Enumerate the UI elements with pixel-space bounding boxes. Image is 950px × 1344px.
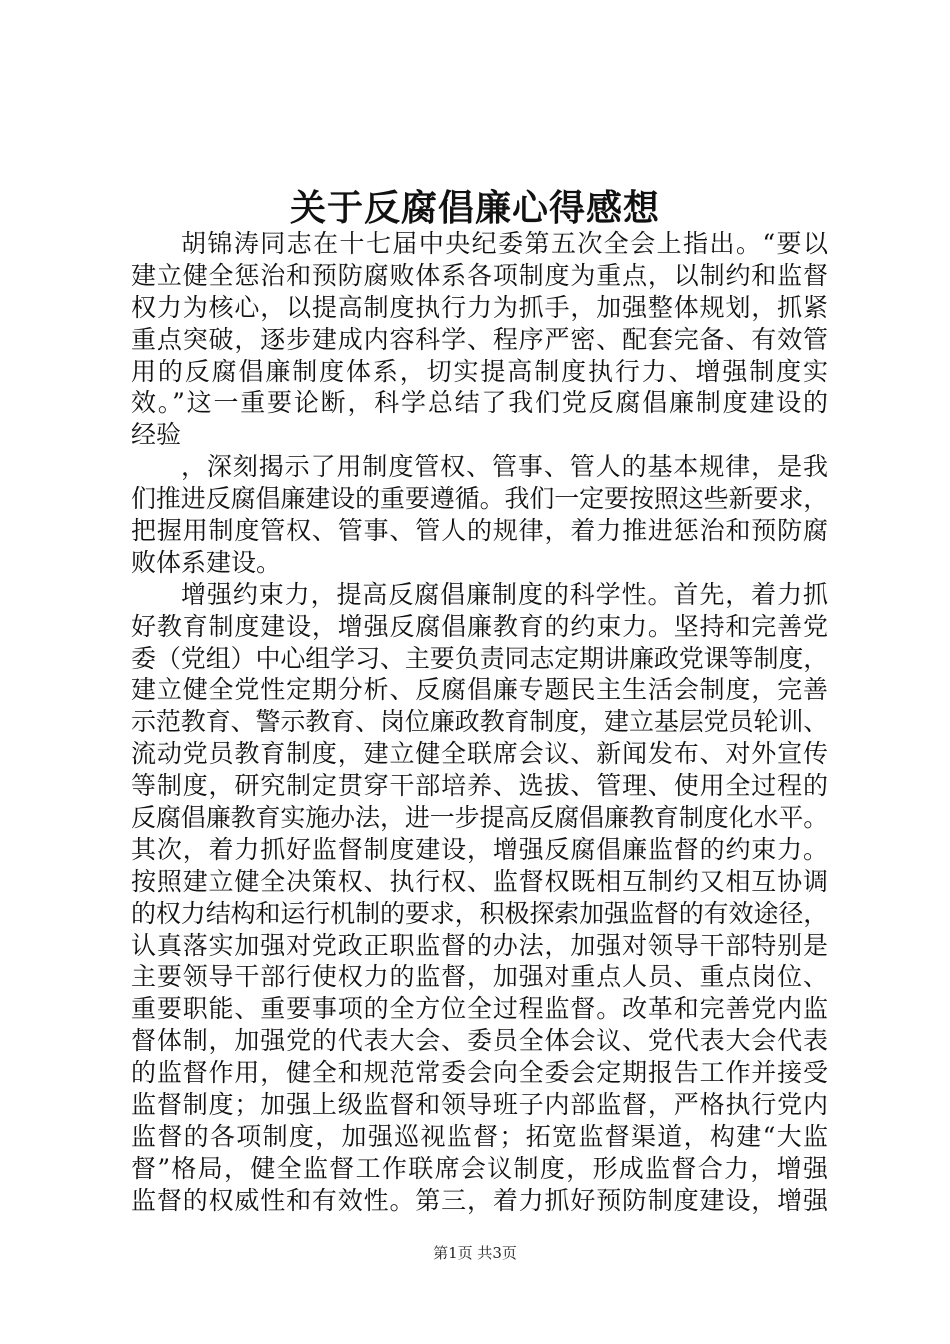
body-line: 的权力结构和运行机制的要求，积极探索加强监督的有效途径， [131, 898, 828, 928]
body-line: 监督的权威性和有效性。第三，着力抓好预防制度建设，增强 [131, 1185, 828, 1215]
body-line: 的监督作用，健全和规范常委会向全委会定期报告工作并接受 [131, 1058, 828, 1088]
body-line: 反腐倡廉教育实施办法，进一步提高反腐倡廉教育制度化水平。 [131, 803, 828, 833]
body-line: 流动党员教育制度，建立健全联席会议、新闻发布、对外宣传 [131, 739, 828, 769]
document-body [131, 228, 828, 1217]
body-line: 把握用制度管权、管事、管人的规律，着力推进惩治和预防腐 [131, 516, 828, 546]
body-line: 建立健全党性定期分析、反腐倡廉专题民主生活会制度，完善 [131, 675, 828, 705]
body-line: 增强约束力，提高反腐倡廉制度的科学性。首先，着力抓 [181, 579, 828, 609]
page-number-footer: 第1页 共3页 [433, 1244, 517, 1262]
document-title: 关于反腐倡廉心得感想 [289, 187, 660, 229]
body-line: 权力为核心，以提高制度执行力为抓手，加强整体规划，抓紧 [131, 292, 828, 322]
body-line: 认真落实加强对党政正职监督的办法，加强对领导干部特别是 [131, 930, 828, 960]
body-line: 委（党组）中心组学习、主要负责同志定期讲廉政党课等制度， [131, 643, 828, 673]
body-line: 效。”这一重要论断，科学总结了我们党反腐倡廉制度建设的 [131, 388, 828, 418]
body-line: 建立健全惩治和预防腐败体系各项制度为重点，以制约和监督 [131, 260, 828, 290]
body-line: 用的反腐倡廉制度体系，切实提高制度执行力、增强制度实 [131, 356, 828, 386]
body-line: 监督的各项制度，加强巡视监督；拓宽监督渠道，构建“大监 [131, 1121, 828, 1151]
body-line: 等制度，研究制定贯穿干部培养、选拔、管理、使用全过程的 [131, 771, 828, 801]
body-line: 好教育制度建设，增强反腐倡廉教育的约束力。坚持和完善党 [131, 611, 828, 641]
body-line: 按照建立健全决策权、执行权、监督权既相互制约又相互协调 [131, 866, 828, 896]
body-line: 经验 [131, 420, 182, 450]
body-line: 监督制度；加强上级监督和领导班子内部监督，严格执行党内 [131, 1090, 828, 1120]
body-line: 重点突破，逐步建成内容科学、程序严密、配套完备、有效管 [131, 324, 828, 354]
body-line: 们推进反腐倡廉建设的重要遵循。我们一定要按照这些新要求， [131, 484, 828, 514]
body-line: 败体系建设。 [131, 547, 282, 577]
body-line: 示范教育、警示教育、岗位廉政教育制度，建立基层党员轮训、 [131, 707, 828, 737]
body-line: 主要领导干部行使权力的监督，加强对重点人员、重点岗位、 [131, 962, 828, 992]
body-line: 督体制，加强党的代表大会、委员全体会议、党代表大会代表 [131, 1026, 828, 1056]
body-line: 其次，着力抓好监督制度建设，增强反腐倡廉监督的约束力。 [131, 834, 828, 864]
body-line: 督”格局，健全监督工作联席会议制度，形成监督合力，增强 [131, 1153, 828, 1183]
body-line: ，深刻揭示了用制度管权、管事、管人的基本规律，是我 [181, 452, 828, 482]
body-line: 胡锦涛同志在十七届中央纪委第五次全会上指出。“要以 [181, 229, 828, 258]
body-line: 重要职能、重要事项的全方位全过程监督。改革和完善党内监 [131, 994, 828, 1024]
